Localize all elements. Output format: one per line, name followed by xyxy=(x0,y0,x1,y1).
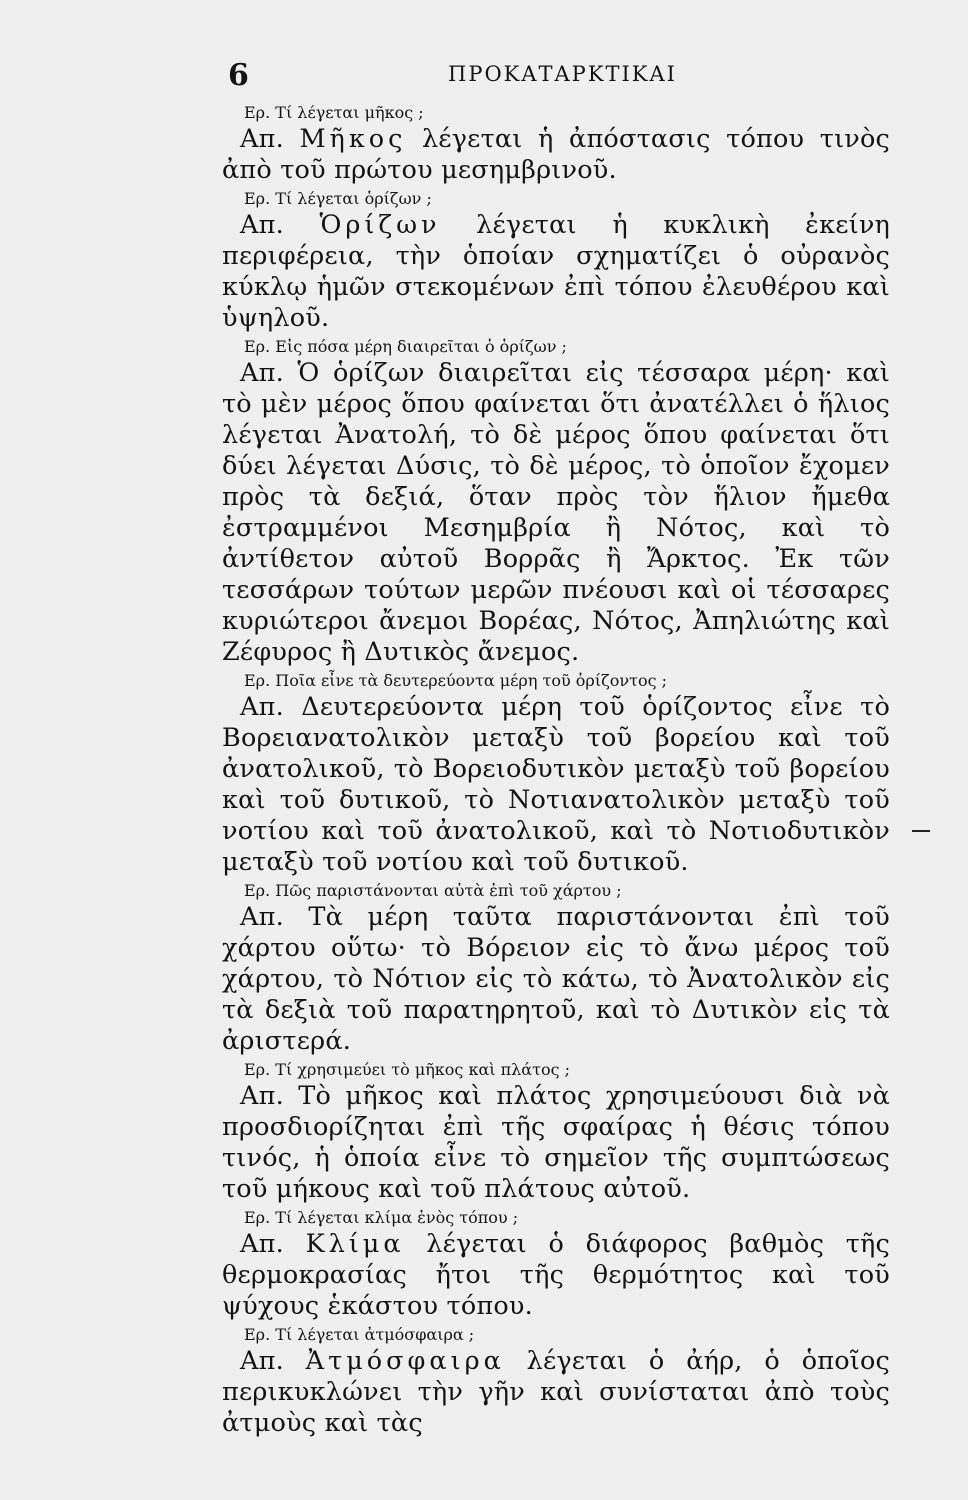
question-text: Τί λέγεται κλίμα ἑνὸς τόπου ; xyxy=(275,1208,519,1227)
answer-1 xyxy=(222,124,890,186)
question-label: Ερ. xyxy=(244,1060,271,1079)
answer-term: Μῆκος xyxy=(299,124,407,154)
answer-8 xyxy=(222,1346,890,1439)
question-label: Ερ. xyxy=(244,1208,271,1227)
question-1 xyxy=(244,102,890,124)
question-label: Ερ. xyxy=(244,189,271,208)
answer-text: λέγεται ἡ κυκλικὴ ἐκείνη περιφέρεια, τὴν ὁποίαν σχηματίζει ὁ οὐρανὸς κύκλῳ ἡμῶν στεκομένων ἐπὶ τόπου ἐλευθέρου καὶ ὑψηλοῦ. xyxy=(222,210,890,333)
answer-term: Ὁρίζων xyxy=(319,210,441,240)
answer-term: Ἀτμόσφαιρα xyxy=(305,1346,505,1376)
question-text: Ποῖα εἶνε τὰ δευτερεύοντα μέρη τοῦ ὁρίζοντος ; xyxy=(275,671,668,690)
page-number: 6 xyxy=(228,58,249,93)
page-body xyxy=(222,100,890,1441)
answer-7 xyxy=(222,1229,890,1322)
answer-6 xyxy=(222,1081,890,1205)
question-2 xyxy=(244,188,890,210)
question-label: Ερ. xyxy=(244,1325,271,1344)
answer-text: Τὸ μῆκος καὶ πλάτος χρησιμεύουσι διὰ νὰ προσδιορίζηται ἐπὶ τῆς σφαίρας ἡ θέσις τόπου τινός, ἡ ὁποία εἶνε τὸ σημεῖον τῆς συμπτώσεως τοῦ μήκους καὶ τοῦ πλάτους αὐτοῦ. xyxy=(222,1081,890,1204)
question-text: Τί λέγεται μῆκος ; xyxy=(275,103,424,122)
question-text: Τί λέγεται ὁρίζων ; xyxy=(275,189,432,208)
answer-label: Απ. xyxy=(240,1346,284,1376)
question-6 xyxy=(244,1059,890,1081)
question-5 xyxy=(244,880,890,902)
question-label: Ερ. xyxy=(244,671,271,690)
answer-2 xyxy=(222,210,890,334)
answer-label: Απ. xyxy=(240,902,284,932)
question-7 xyxy=(244,1207,890,1229)
question-label: Ερ. xyxy=(244,881,271,900)
question-label: Ερ. xyxy=(244,103,271,122)
answer-text: Τὰ μέρη ταῦτα παριστάνονται ἐπὶ τοῦ χάρτου οὕτω· τὸ Βόρειον εἰς τὸ ἄνω μέρος τοῦ χάρτου, τὸ Νότιον εἰς τὸ κάτω, τὸ Ἀνατολικὸν εἰς τὰ δεξιὰ τοῦ παρατηρητοῦ, καὶ τὸ Δυτικὸν εἰς τὰ ἀριστερά. xyxy=(222,902,890,1056)
question-3 xyxy=(244,336,890,358)
answer-5 xyxy=(222,902,890,1057)
answer-label: Απ. xyxy=(240,692,284,722)
answer-text: λέγεται ὁ ἀήρ, ὁ ὁποῖος περικυκλώνει τὴν γῆν καὶ συνίσταται ἀπὸ τοὺς ἀτμοὺς καὶ τὰς xyxy=(222,1346,891,1438)
answer-4 xyxy=(222,692,890,878)
page-header xyxy=(228,58,888,92)
answer-label: Απ. xyxy=(240,1081,284,1111)
answer-label: Απ. xyxy=(240,358,284,388)
question-text: Πῶς παριστάνονται αὐτὰ ἐπὶ τοῦ χάρτου ; xyxy=(275,881,622,900)
running-title: ΠΡΟΚΑΤΑΡΚΤΙΚΑΙ xyxy=(448,62,677,86)
question-label: Ερ. xyxy=(244,337,271,356)
answer-term: Κλίμα xyxy=(305,1229,405,1259)
answer-label: Απ. xyxy=(240,1229,284,1259)
answer-text: Δευτερεύοντα μέρη τοῦ ὁρίζοντος εἶνε τὸ Βορειανατολικὸν μεταξὺ τοῦ βορείου καὶ τοῦ ἀνατολικοῦ, τὸ Βορειοδυτικὸν μεταξὺ τοῦ βορείου καὶ τοῦ δυτικοῦ, τὸ Νοτιανατολικὸν μεταξὺ τοῦ νοτίου καὶ τοῦ ἀνατολικοῦ, καὶ τὸ Νοτιοδυτικὸν μεταξὺ τοῦ νοτίου καὶ τοῦ δυτικοῦ. xyxy=(222,692,891,877)
answer-text: λέγεται ἡ ἀπόστασις τόπου τινὸς ἀπὸ τοῦ πρώτου μεσημβρινοῦ. xyxy=(222,124,890,185)
answer-label: Απ. xyxy=(240,124,284,154)
question-4 xyxy=(244,670,890,692)
answer-3 xyxy=(222,358,890,668)
question-text: Εἰς πόσα μέρη διαιρεῖται ὁ ὁρίζων ; xyxy=(275,337,567,356)
answer-text: λέγεται ὁ διάφορος βαθμὸς τῆς θερμοκρασίας ἤτοι τῆς θερμότητος καὶ τοῦ ψύχους ἑκάστου τόπου. xyxy=(222,1229,890,1321)
margin-mark xyxy=(912,830,930,832)
question-text: Τί λέγεται ἀτμόσφαιρα ; xyxy=(275,1325,475,1344)
question-8 xyxy=(244,1324,890,1346)
answer-text: Ὁ ὁρίζων διαιρεῖται εἰς τέσσαρα μέρη· καὶ τὸ μὲν μέρος ὅπου φαίνεται ὅτι ἀνατέλλει ὁ ἥλιος λέγεται Ἀνατολή, τὸ δὲ μέρος ὅπου φαίνεται ὅτι δύει λέγεται Δύσις, τὸ δὲ μέρος, τὸ ὁποῖον ἔχομεν πρὸς τὰ δεξιά, ὅταν πρὸς τὸν ἥλιον ἤμεθα ἐστραμμένοι Μεσημβρία ἢ Νότος, καὶ τὸ ἀντίθετον αὐτοῦ Βορρᾶς ἢ Ἄρκτος. Ἐκ τῶν τεσσάρων τούτων μερῶν πνέουσι καὶ οἱ τέσσαρες κυριώτεροι ἄνεμοι Βορέας, Νότος, Ἀπηλιώτης καὶ Ζέφυρος ἢ Δυτικὸς ἄνεμος. xyxy=(222,358,890,667)
question-text: Τί χρησιμεύει τὸ μῆκος καὶ πλάτος ; xyxy=(275,1060,571,1079)
answer-label: Απ. xyxy=(240,210,284,240)
